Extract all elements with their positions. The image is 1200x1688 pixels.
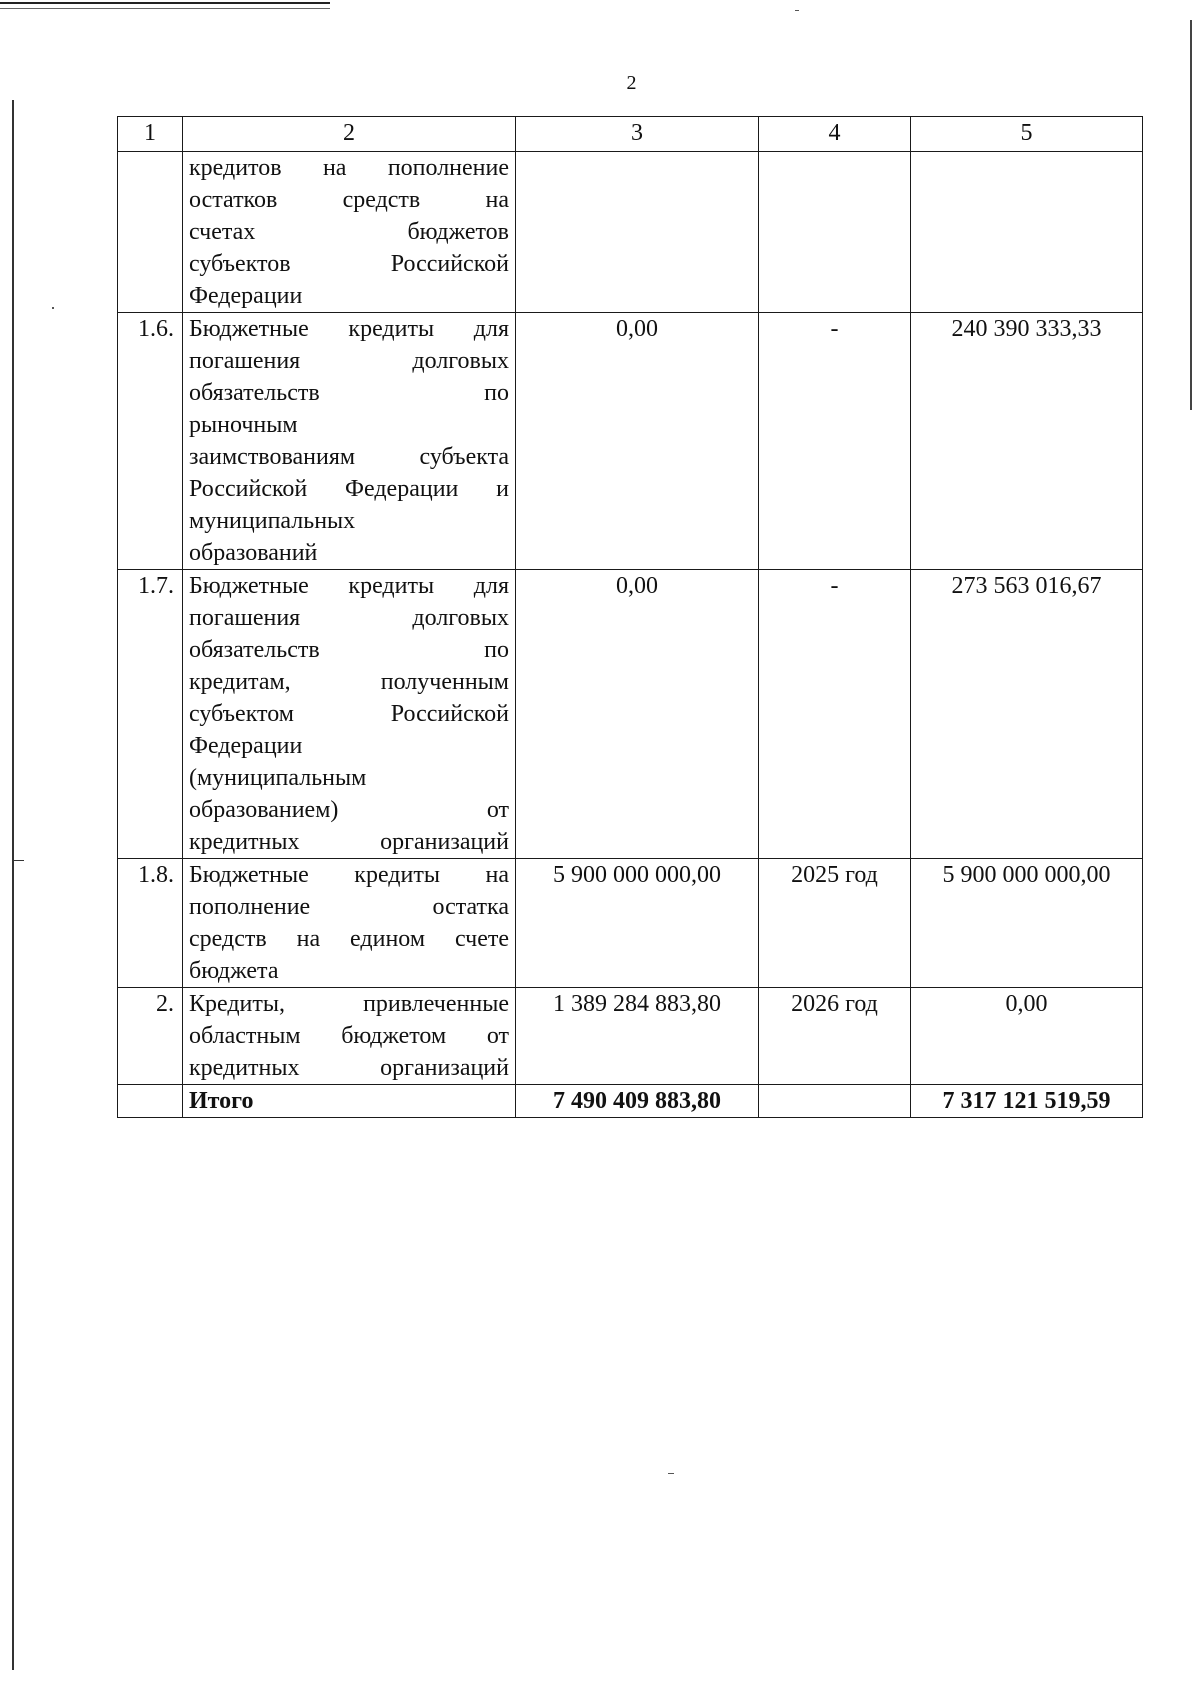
scan-artifact-dot [795,10,799,11]
table-row [118,152,1143,313]
scan-artifact-top-line [0,2,330,4]
description-cell [183,988,516,1085]
value-cell-col3 [516,152,759,313]
header-cell: 4 [759,117,911,152]
description-line: Федерации [189,283,303,309]
description-line: средств на едином счете [189,926,509,952]
row-number-cell: 2. [118,988,183,1085]
value-cell-col4: - [759,570,911,859]
description-line: образований [189,540,318,566]
description-line: заимствованиям субъекта [189,444,509,470]
table-header-row [118,117,1143,152]
description-line: погашения долговых [189,348,509,374]
page-number: 2 [626,72,637,94]
description-line: обязательств по [189,637,509,663]
description-cell [183,152,516,313]
total-value-cell-col3: 7 490 409 883,80 [516,1085,759,1118]
description-line: остатков средств на [189,187,509,213]
row-number-cell: 1.6. [118,313,183,570]
description-line: образованием) от [189,797,509,823]
description-line: кредитам, полученным [189,669,509,695]
scan-artifact-dot [52,307,54,309]
table-row [118,988,1143,1085]
header-cell: 5 [911,117,1143,152]
description-line: бюджета [189,958,279,984]
header-cell: 2 [183,117,516,152]
table-row [118,313,1143,570]
description-cell [183,313,516,570]
budget-table [117,116,1143,1118]
description-line: (муниципальным [189,765,367,791]
description-line: кредитных организаций [189,829,509,855]
row-number-cell: 1.7. [118,570,183,859]
description-line: Бюджетные кредиты на [189,862,509,888]
value-cell-col3: 0,00 [516,570,759,859]
description-line: пополнение остатка [189,894,509,920]
scan-artifact-left-edge [12,100,14,1670]
table-row [118,570,1143,859]
description-line: рыночным [189,412,298,438]
description-line: счетах бюджетов [189,219,509,245]
description-line: Федерации [189,733,303,759]
description-line: Бюджетные кредиты для [189,573,509,599]
description-line: обязательств по [189,380,509,406]
total-value-cell-col5: 7 317 121 519,59 [911,1085,1143,1118]
row-number-cell [118,152,183,313]
description-line: погашения долговых [189,605,509,631]
description-line: областным бюджетом от [189,1023,509,1049]
header-cell: 3 [516,117,759,152]
value-cell-col5 [911,152,1143,313]
description-line: Российской Федерации и [189,476,509,502]
description-line: муниципальных [189,508,356,534]
scan-artifact-dot [668,1473,674,1474]
value-cell-col3: 0,00 [516,313,759,570]
value-cell-col3: 1 389 284 883,80 [516,988,759,1085]
total-number-cell [118,1085,183,1118]
value-cell-col4: - [759,313,911,570]
description-line: Кредиты, привлеченные [189,991,509,1017]
budget-table-container [117,116,1142,1118]
value-cell-col4 [759,152,911,313]
total-value-cell-col4 [759,1085,911,1118]
description-line: Бюджетные кредиты для [189,316,509,342]
value-cell-col5: 273 563 016,67 [911,570,1143,859]
value-cell-col5: 240 390 333,33 [911,313,1143,570]
total-label-cell: Итого [183,1085,516,1118]
description-line: субъектом Российской [189,701,509,727]
value-cell-col4: 2025 год [759,859,911,988]
scan-artifact-top-line-2 [0,8,330,9]
value-cell-col5: 0,00 [911,988,1143,1085]
description-cell [183,570,516,859]
header-cell: 1 [118,117,183,152]
value-cell-col3: 5 900 000 000,00 [516,859,759,988]
table-row [118,859,1143,988]
row-number-cell: 1.8. [118,859,183,988]
description-line: кредитов на пополнение [189,155,509,181]
total-row [118,1085,1143,1118]
scan-artifact-left-tick [14,860,24,861]
description-line: кредитных организаций [189,1055,509,1081]
value-cell-col5: 5 900 000 000,00 [911,859,1143,988]
value-cell-col4: 2026 год [759,988,911,1085]
description-cell [183,859,516,988]
description-line: субъектов Российской [189,251,509,277]
